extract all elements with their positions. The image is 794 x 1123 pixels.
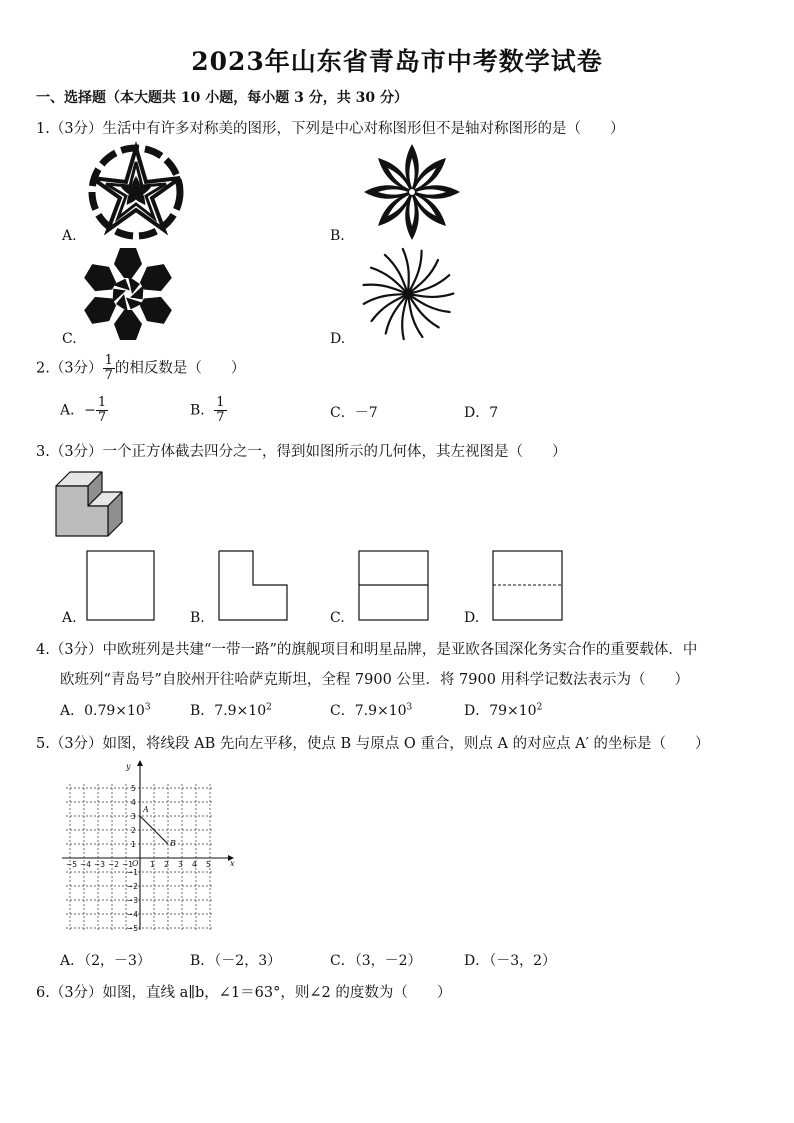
y-tick-label: 1 xyxy=(131,840,136,849)
q1-label-a: A. xyxy=(62,228,77,244)
q2-option-b: B． $\frac{1}{7}$ xyxy=(190,395,225,425)
q3-solid-figure xyxy=(54,470,126,540)
y-tick-label: −3 xyxy=(127,896,139,905)
q2-option-a: A．− $\frac{1}{7}$ xyxy=(60,395,107,425)
q3-label-d: D. xyxy=(464,610,480,626)
y-tick-label: 5 xyxy=(131,784,136,793)
q1-figure-a xyxy=(84,144,188,240)
y-tick-label: −4 xyxy=(127,910,139,919)
q4-option-c: C．$7.9\times 10^3$ xyxy=(330,702,413,719)
y-tick-label: −5 xyxy=(127,924,139,933)
x-axis-label: x xyxy=(230,859,235,868)
q5-option-d: D．（－3，2） xyxy=(464,953,557,969)
q2-fraction: $\frac{1}{7}$ xyxy=(104,353,113,383)
q3-option-d-figure xyxy=(492,550,564,622)
question-5-text: 5.（3分）如图，将线段 AB 先向左平移，使点 B 与原点 O 重合，则点 A 的对应点 A′ 的坐标是（ ） xyxy=(36,736,710,752)
y-tick-label: 4 xyxy=(131,798,136,807)
page-title: 2023年山东省青岛市中考数学试卷 xyxy=(191,47,603,76)
x-tick-label: 3 xyxy=(178,860,183,869)
q1-label-c: C. xyxy=(62,331,77,347)
x-tick-label: 5 xyxy=(206,860,211,869)
y-tick-label: 2 xyxy=(131,826,136,835)
y-tick-label: −1 xyxy=(127,868,139,877)
y-axis-label: y xyxy=(126,762,131,771)
q5-coordinate-grid xyxy=(58,760,234,932)
x-tick-label: −2 xyxy=(108,860,120,869)
q4-option-b: B．$7.9\times 10^2$ xyxy=(190,702,272,719)
point-a-label: A xyxy=(143,805,149,814)
q3-option-a-figure xyxy=(86,550,156,622)
q3-label-b: B. xyxy=(190,610,205,626)
q1-label-b: B. xyxy=(330,228,345,244)
x-tick-label: −3 xyxy=(94,860,106,869)
q4-option-d: D．$79\times 10^2$ xyxy=(464,702,543,719)
q4-option-a: A．$0.79\times 10^3$ xyxy=(60,702,151,719)
x-tick-label: −4 xyxy=(80,860,92,869)
question-6-text: 6.（3分）如图，直线 a∥b，∠1＝63°，则∠2 的度数为（ ） xyxy=(36,985,452,1001)
q5-option-a: A．（2，－3） xyxy=(60,953,151,969)
x-tick-label: 1 xyxy=(150,860,155,869)
point-b-label: B xyxy=(170,839,176,848)
question-3-text: 3.（3分）一个正方体截去四分之一，得到如图所示的几何体，其左视图是（ ） xyxy=(36,444,567,460)
y-axis-arrow xyxy=(137,760,143,766)
q2-suffix: 的相反数是（ ） xyxy=(114,360,246,377)
q2-prefix: 2.（3分） xyxy=(36,360,103,377)
origin-label: O xyxy=(132,859,139,868)
q1-figure-d xyxy=(358,246,458,342)
section-heading: 一、选择题（本大题共 10 小题，每小题 3 分，共 30 分） xyxy=(36,90,408,106)
question-2-text xyxy=(36,354,245,383)
q3-option-c-figure xyxy=(358,550,430,622)
q3-option-b-figure xyxy=(218,550,290,622)
q1-figure-c xyxy=(84,246,172,342)
question-4-line-2: 欧班列“青岛号”自胶州开往哈萨克斯坦，全程 7900 公里．将 7900 用科学记数法表示为（ ） xyxy=(60,672,690,688)
q5-option-c: C．（3，－2） xyxy=(330,953,422,969)
question-4-line-1: 4.（3分）中欧班列是共建“一带一路”的旗舰项目和明星品牌，是亚欧各国深化务实合作的重要载体．中 xyxy=(36,642,698,658)
q2-option-c: C．－7 xyxy=(330,405,378,421)
y-tick-label: −2 xyxy=(127,882,139,891)
question-1-text: 1.（3分）生活中有许多对称美的图形，下列是中心对称图形但不是轴对称图形的是（ ） xyxy=(36,121,625,137)
q1-figure-b xyxy=(358,142,466,242)
q5-option-b: B．（－2，3） xyxy=(190,953,282,969)
q3-label-c: C. xyxy=(330,610,345,626)
x-tick-label: 4 xyxy=(192,860,197,869)
q2-option-d: D．7 xyxy=(464,405,499,421)
q1-label-d: D. xyxy=(330,331,346,347)
x-tick-label: 2 xyxy=(164,860,169,869)
q3-label-a: A. xyxy=(62,610,77,626)
y-tick-label: 3 xyxy=(131,812,136,821)
x-tick-label: −5 xyxy=(66,860,78,869)
x-tick-label: −1 xyxy=(122,860,134,869)
